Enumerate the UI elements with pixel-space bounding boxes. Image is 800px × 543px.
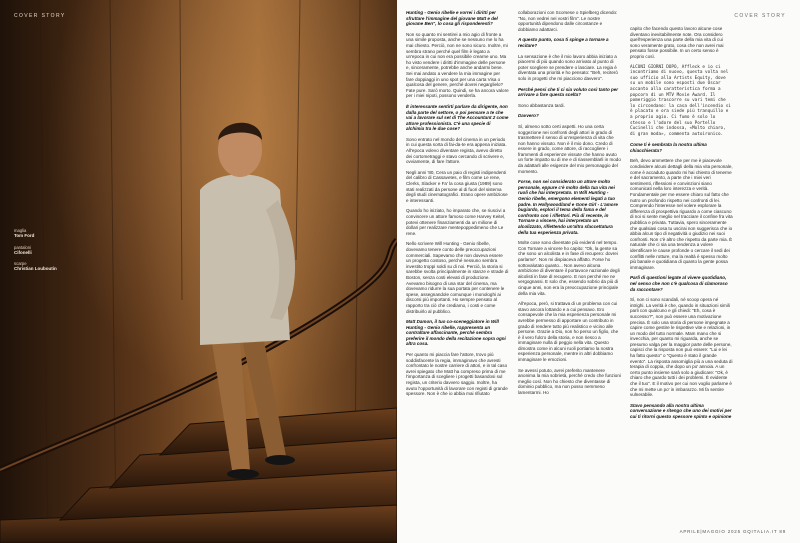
section-label: COVER STORY bbox=[14, 13, 66, 19]
answer-paragraph: Molte cose sono diventate più evidenti nel tempo. Con Tornare a vincere ho capito: "Ok, la gente sa che sono un alcolista e in fase di recupero: dovrei parlarne". Non mi dispiaceva affatto. Forse ho sottovalutato quanto... Non avevo alcuna ambizione di diventare il portavoce nazionale degli alcolisti in fase di recupero. E non perché me ne vergognassi. E solo che, essendo sobrio da più di cinque anni, non era la preoccupazione principale della mia vita. bbox=[518, 240, 620, 296]
answer-paragraph: collaborazioni con Scorsese o Spielberg dicendo: "No, non vedrei nei vostri film". Le nostre opportunità dipendono dalle circostanze e dobbiamo adattarci. bbox=[518, 10, 618, 32]
interview-question: Parli di questioni legate al vivere quotidiano, nel senso che non c'è qualcosa di clamoroso da raccontare? bbox=[630, 275, 728, 292]
credit-value: Cifonelli bbox=[14, 249, 32, 255]
answer-paragraph: Non so quanto mi sentirei a mio agio di fronte a una simile proposta, anche se nessuno me lo ha mai chiesto. Perciò, non ne sono sicuro. Inoltre, mi sembra strano perché quel film è legato a un'epoca in cui non era possibile crearne uno. Ma ho visto vendere i diritti d'immagine delle persone e, sinceramente, potrebbe anche andarmi bene. Sei mai andato a vendere la mia immagine per fare doppiaggi in uno spot per una carta Visa o qualcosa del genere, perché dovrei negarglielo? Fate pure. Sarò morto. Quindi, se ha ancora valore per i miei nipoti, possono venderla. bbox=[406, 31, 509, 99]
interview-question: Davvero? bbox=[518, 113, 539, 119]
section-label: COVER STORY bbox=[734, 13, 786, 19]
interview-question: A questo punto, cosa ti spinge a tornare a recitare? bbox=[518, 37, 609, 48]
answer-paragraph: Nello scrivere Will Hunting - Genio ribelle, dovevamo tenere conto delle preoccupazioni commerciali. Sapevamo che non doveva essere un progetto costoso, perché nessuno sembra investito troppi soldi su di noi. Perciò, la storia si sarebbe svolta principalmente in stanze e strade di Boston, senza costi elevati di produzione. Avevamo bisogno di una star del cinema, ma dovevamo ridurre la sua portata per contenere le spese, assegnandole comunque i monologhi ai discorsi più importanti. Ho sempre pensato al rapporto tra ciò che crediamo, i costi e come distribuirlo al pubblico. bbox=[406, 241, 509, 314]
interview-question: Stavo pensando alla nostra ultima conversazione e ritengo che uno dei motivi per cui ti ritorni questo spessore spinto e opinione bbox=[630, 402, 732, 419]
credit-item bbox=[14, 228, 94, 239]
credit-value: Christian Louboutin bbox=[14, 266, 57, 272]
interview-question: Forse, non sei considerato un attore molto personale, eppure c'è molto della tua vita nei ruoli che hai interpretato. In Will Hunting - Genio ribelle, emergono elementi legati a tuo padre. In Hollywoodland e Gone Girl - L'amore bugiardo, esplori il tema della fama e del confronto con i riflettori. Più di recente, in Tornare a vincere, hai interpretato un alcolizzato, riflettendo un'altra sfaccettatura della tua esperienza privata. bbox=[518, 179, 618, 235]
answer-paragraph: capito che facendo questo lavoro alcune cose diventano inevitabilmente note. Ora considero quell'esperienza una parte della mia vita di cui sono veramente grato, cosa che non avrei mai pensato fosse possibile. In un certo senso è proprio così. bbox=[630, 26, 724, 59]
credit-label: scarpe bbox=[14, 261, 27, 267]
answer-paragraph: Sì, almeno sotto certi aspetti. Ho una certa soggezione nei confronti degli attori in grado di trasmettere il senso di un'esperienza di vita che non hanno vissuto. Non è il mio dono. Credo di essere in grado, come attore, di raccogliere i frammenti di esperienze vissute che hanno avuto un forte impatto su di me e di riassemblarli in modo da adattarli alle esigenze del mio personaggio del momento. bbox=[518, 123, 621, 174]
interview-question: Come ti è sembrata la nostra ultima chiacchierata? bbox=[630, 142, 707, 153]
cover-photo bbox=[0, 0, 397, 543]
page-footer: APRILE|MAGGIO 2025 GQITALIA.IT 89 bbox=[679, 529, 786, 534]
answer-paragraph: Quando ho iniziato, ho imparato che, se riuscivi a convincere un attore famoso come Harvey Keitel, potevi ottenere finanziamenti da un milione di dollari per realizzare mentepoppedimeno che Le rene. bbox=[406, 208, 506, 236]
article-column-2 bbox=[518, 10, 621, 525]
credit-value: Tom Ford bbox=[14, 233, 35, 238]
answer-paragraph: Se avessi potuto, avrei preferito mantenere anonima la mia sobrietà, perché credo che funzioni meglio così. Non ho chiesto che diventasse di dominio pubblico, ma non posso nemmeno lamentarmi. Ho bbox=[518, 367, 621, 396]
credit-item bbox=[14, 261, 94, 272]
narrative-paragraph: ALCUNI GIORNI DOPO, Affleck e io ci incontriamo di nuovo, questa volta nel suo ufficio alla Artists Equity, dove su un mobile sono esposti due Oscar accanto alla caratteristica forma a popcorn di un MTV Movie Award. Il pomeriggio trascorre su vari temi che lo circondano: la casa dell'incendio si è placato e ora siede più tranquillo e a proprio agio. Ci fumo è solo lo stesso e l'odore del suo Portello Cucinelli che indossa, «Molto chiaro, di gran moda», commenta autoironico. bbox=[630, 64, 731, 137]
answer-paragraph: Negli anni '80, Cera un paio di registi indipendenti del calibro di Cassavetes, e film come Le rene, Clerks, Slacker e Fa' la cosa giusta (1989) sono stati realizzati da persone al di fuori del sistema degli studi cinematografici. Erano opere ambiziose e interessanti. bbox=[406, 169, 508, 203]
answer-paragraph: Beh, devo ammettere che per me è piacevole condividere alcuni dettagli della mia vita personale, come è accaduto quando mi hai chiesto di tenerne e del sacramento, a parte che i miei veri sentimenti, riflessioni e convinzioni siano comunicati nella loro interezza e verità. Fondamentale per me essere chiaro sul fatto che nutro un profondo rispetto nei confronti di lei. Comprendo l'interesse nel volere esplorare la differenza di prospettiva riguardo a come ciascuno di noi si sente meglio nel tracciare il confine fra vita pubblica e privata. Tuttavia, spero sinceramente che qualsiasi cosa tu uscirai non suggerisca che io abbia alcun tipo di negatività o giudizio nei suoi confronti. Non c'è altro che rispetto da parte mia. È naturale che ci sia una tendenza a volere identificare le cause profonde o cercare il sedi dei conflitti nelle rotture, ma la realtà è spesso molto più banale e quotidiana di quanto la gente possa immaginare. bbox=[630, 158, 733, 270]
article-column-1 bbox=[406, 10, 509, 525]
interview-question: Hunting - Genio ribelle e vorrei i diritti per sfruttare l'immagine del giovane Matt e del giovane Ben", lo cosa gli risponderesti? bbox=[406, 10, 498, 27]
interview-question: Perché pensi che ti ci sia voluto così tanto per arrivare a fare questa scelta? bbox=[518, 86, 619, 98]
interview-question: È interessante sentirti parlare da dirigente, non dalla parte del settore, o poi pensare a te che vai a lavorare sul set di The Accountant 2 come attore professionista. C'è una specie di alchimia tra le due cose? bbox=[406, 103, 509, 132]
answer-paragraph: Sono abbastanza tardi. bbox=[518, 102, 565, 108]
answer-paragraph: All'epoca, però, si trattava di un problema con cui stavo ancora lottando e a cui pensavo. Ero consapevole che la mia esperienza personale mi avrebbe permesso di apportare un contributo in grado di rendere tutto più realistico e vicino alle persone. Grazie a Dio, non ho perso un figlio, che è il vero fulcro della storia, e non riesco a immaginare nulla di peggio nella vita. Questo dimostra come in alcuni ruoli portiamo la nostra esperienza personale, mentre in altri dobbiamo immaginare le emozioni. bbox=[518, 301, 619, 363]
credit-label: maglia bbox=[14, 228, 27, 233]
fashion-credits bbox=[14, 228, 94, 278]
article-page bbox=[397, 0, 800, 543]
credit-item bbox=[14, 245, 94, 256]
answer-paragraph: La sensazione è che il mio lavoro abbia iniziato a piacermi di più quando sono arrivato al punto di poter scegliere se prendere o lasciare. La regia è diventata una priorità e ho pensato: "Beh, reciterò solo in progetti che mi piacciono davvero". bbox=[518, 53, 618, 81]
answer-paragraph: Sono entrato nel mondo del cinema in un periodo in cui questa sorta di fai-da-te era appena iniziata. All'epoca volevo diventare regista, avevo diretto dei cortometraggi e stavo cercando di scrivere e, ovviamente, di fare l'attore. bbox=[406, 136, 507, 165]
interview-question: Matt Damon, il tuo co-sceneggiatore in Will Hunting - Genio ribelle, rappresenta un contraltare affascinante, perché sembra preferire il mondo della recitazione sopra ogni altra cosa. bbox=[406, 319, 506, 347]
answer-paragraph: Per quanto mi piaccia fare l'attore, trovo più soddisfacente la regia, immaginavo che avresti confrontato le nostre carriere di attori, e in tal caso avrei spiegato che Matt ha compreso prima di me l'importanza di scegliere i progetti basandosi sul regista, un criterio davvero saggio. Inoltre, ha avuto l'opportunità di lavorare con registi di grande spessore. Non è che io abbia mai rifiutato bbox=[406, 352, 508, 397]
article-column-3 bbox=[630, 26, 733, 525]
credit-label: pantaloni bbox=[14, 244, 31, 250]
answer-paragraph: Sì, non ci sono scandali, né scoop opera né intrighi. La verità è che, quando in situazioni simili parli con qualcuno e gli chiedi: "Eh, cosa è successo?", non può essere una motivazione precisa. È solo una storia di persone impegnate a capire come gestire le rispettive vite e relazioni, in un modo del tutto normale. Mam mano che si invecchia, per quanto mi riguarda, anche se presumo valga per la maggior parte delle persone, capisci che la risposta non può essere: "Lui e lei ha fatto questo" o "Questo è stato il grande evento". La risposta assomiglia più a una seduta di terapia di coppia, che dopo un po' annoia. A un certo punto insieme sarà solo a giudicare: "Ok, è chiaro che guardo tutti i dei problemi. È evidente che il tuo". E il motivo per cui non voglio parlarne è che mi mette un po' in imbarazzo. Mi fa sentire vulnerabile. bbox=[630, 297, 733, 398]
